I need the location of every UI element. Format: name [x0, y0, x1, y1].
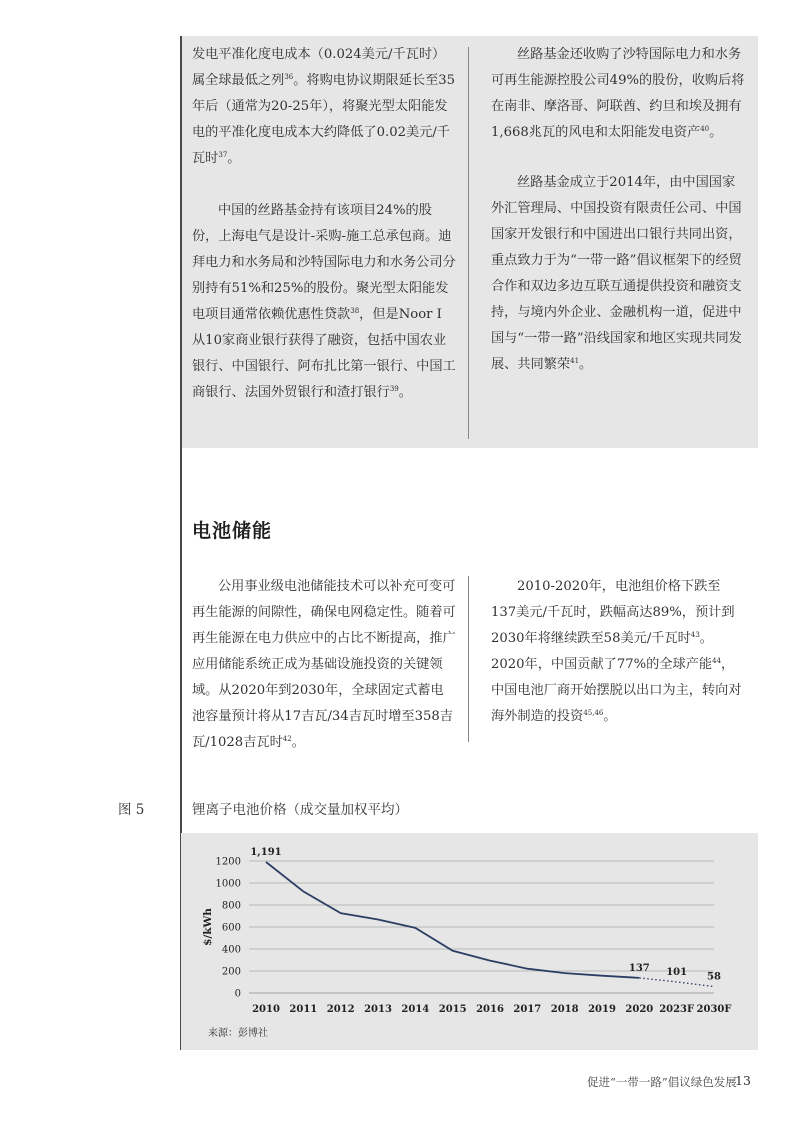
x-tick-label: 2023F	[659, 1004, 695, 1015]
paragraph-tr-1: 丝路基金还收购了沙特国际电力和水务可再生能源控股公司49%的股份，收购后将在南非、摩洛哥、阿联酋、约旦和埃及拥有1,668兆瓦的风电和太阳能发电资产$^{40}$。	[491, 47, 745, 140]
x-tick-label: 2011	[289, 1004, 318, 1015]
series-line-actual	[266, 862, 639, 978]
series-line-forecast	[639, 978, 714, 987]
footnote-ref[interactable]: 42	[282, 735, 292, 743]
paragraph-battery-right: 2010-2020年，电池组价格下跌至137美元/千瓦时，跌幅高达89%，预计到2030年将继续跌至58美元/千瓦时$^{43}$。2020年，中国贡献了77%的全球产能$^{44}$，中国电池厂商开始摆脱以出口为主，转向对海外制造的投资$^{45,46}$。	[491, 579, 742, 724]
footnote-ref[interactable]: 39	[389, 385, 399, 393]
paragraph-battery-left: 公用事业级电池储能技术可以补充可变可再生能源的间隙性，确保电网稳定性。随着可再生能源在电力供应中的占比不断提高，推广应用储能系统正成为基础设施投资的关键领域。从2020年到2030年，全球固定式蓄电池容量预计将从17吉瓦/34吉瓦时增至358吉瓦/1028吉瓦时$^{42}$。	[192, 579, 456, 750]
footnote-ref[interactable]: 37	[218, 151, 228, 159]
data-label: 58	[707, 971, 721, 983]
footnote-ref[interactable]: 38	[350, 307, 360, 315]
y-tick-label: 1200	[215, 856, 241, 868]
column-divider-section	[468, 576, 469, 742]
battery-price-chart	[181, 833, 758, 1033]
x-tick-label: 2014	[401, 1004, 430, 1015]
figure-title: 锂离子电池价格（成交量加权平均）	[192, 802, 408, 818]
y-axis-label: $/kWh	[202, 908, 214, 946]
section-title: 电池储能	[192, 520, 273, 542]
data-label: 101	[666, 966, 688, 978]
figure-label: 图 5	[118, 802, 145, 818]
y-tick-label: 600	[221, 922, 241, 934]
page-number: 13	[735, 1073, 751, 1088]
x-tick-label: 2019	[588, 1004, 616, 1015]
data-label: 137	[628, 962, 650, 974]
x-tick-label: 2020	[625, 1004, 654, 1015]
y-tick-label: 800	[221, 900, 241, 912]
footnote-ref[interactable]: 44	[712, 657, 722, 665]
x-tick-label: 2018	[550, 1004, 579, 1015]
x-tick-label: 2013	[364, 1004, 392, 1015]
footnote-ref[interactable]: 41	[570, 357, 580, 365]
paragraph-tl-1: 发电平准化度电成本（0.024美元/千瓦时）属全球最低之列$^{36}$。将购电协议期限延长至35年后（通常为20-25年），将聚光型太阳能发电的平准化度电成本大约降低了0.02美元/千瓦时$^{37}$。	[192, 47, 456, 166]
x-tick-label: 2017	[513, 1004, 542, 1015]
paragraph-tr-2: 丝路基金成立于2014年，由中国国家外汇管理局、中国投资有限责任公司、中国国家开发银行和中国进出口银行共同出资，重点致力于为“一带一路”倡议框架下的经贸合作和双边多边互联互通提供投资和融资支持，与境内外企业、金融机构一道，促进中国与“一带一路”沿线国家和地区实现共同发展、共同繁荣$^{41}$。	[491, 175, 742, 372]
y-tick-label: 1000	[215, 878, 241, 890]
footnote-ref[interactable]: 36	[284, 73, 294, 81]
x-tick-label: 2012	[326, 1004, 355, 1015]
x-tick-label: 2015	[438, 1004, 467, 1015]
x-tick-label: 2016	[476, 1004, 504, 1015]
x-tick-label: 2010	[252, 1004, 280, 1015]
y-tick-label: 0	[234, 988, 241, 1000]
footnote-ref[interactable]: 45,46	[583, 709, 604, 717]
y-tick-label: 400	[221, 944, 241, 956]
y-tick-label: 200	[221, 966, 241, 978]
paragraph-tl-2: 中国的丝路基金持有该项目24%的股份，上海电气是设计-采购-施工总承包商。迪拜电力和水务局和沙特国际电力和水务公司分别持有51%和25%的股份。聚光型太阳能发电项目通常依赖优惠性贷款$^{38}$，但是Noor I 从10家商业银行获得了融资，包括中国农业银行、中国银行、阿布扎比第一银行、中国工商银行、法国外贸银行和渣打银行$^{39}$。	[192, 203, 456, 400]
footnote-ref[interactable]: 40	[700, 125, 710, 133]
chart-source: 来源：彭博社	[208, 1028, 268, 1039]
footnote-ref[interactable]: 43	[690, 631, 700, 639]
x-tick-label: 2030F	[696, 1004, 732, 1015]
column-divider-top	[468, 47, 469, 439]
data-label: 1,191	[250, 846, 282, 858]
footer-title: 促进“一带一路”倡议绿色发展	[587, 1075, 737, 1089]
